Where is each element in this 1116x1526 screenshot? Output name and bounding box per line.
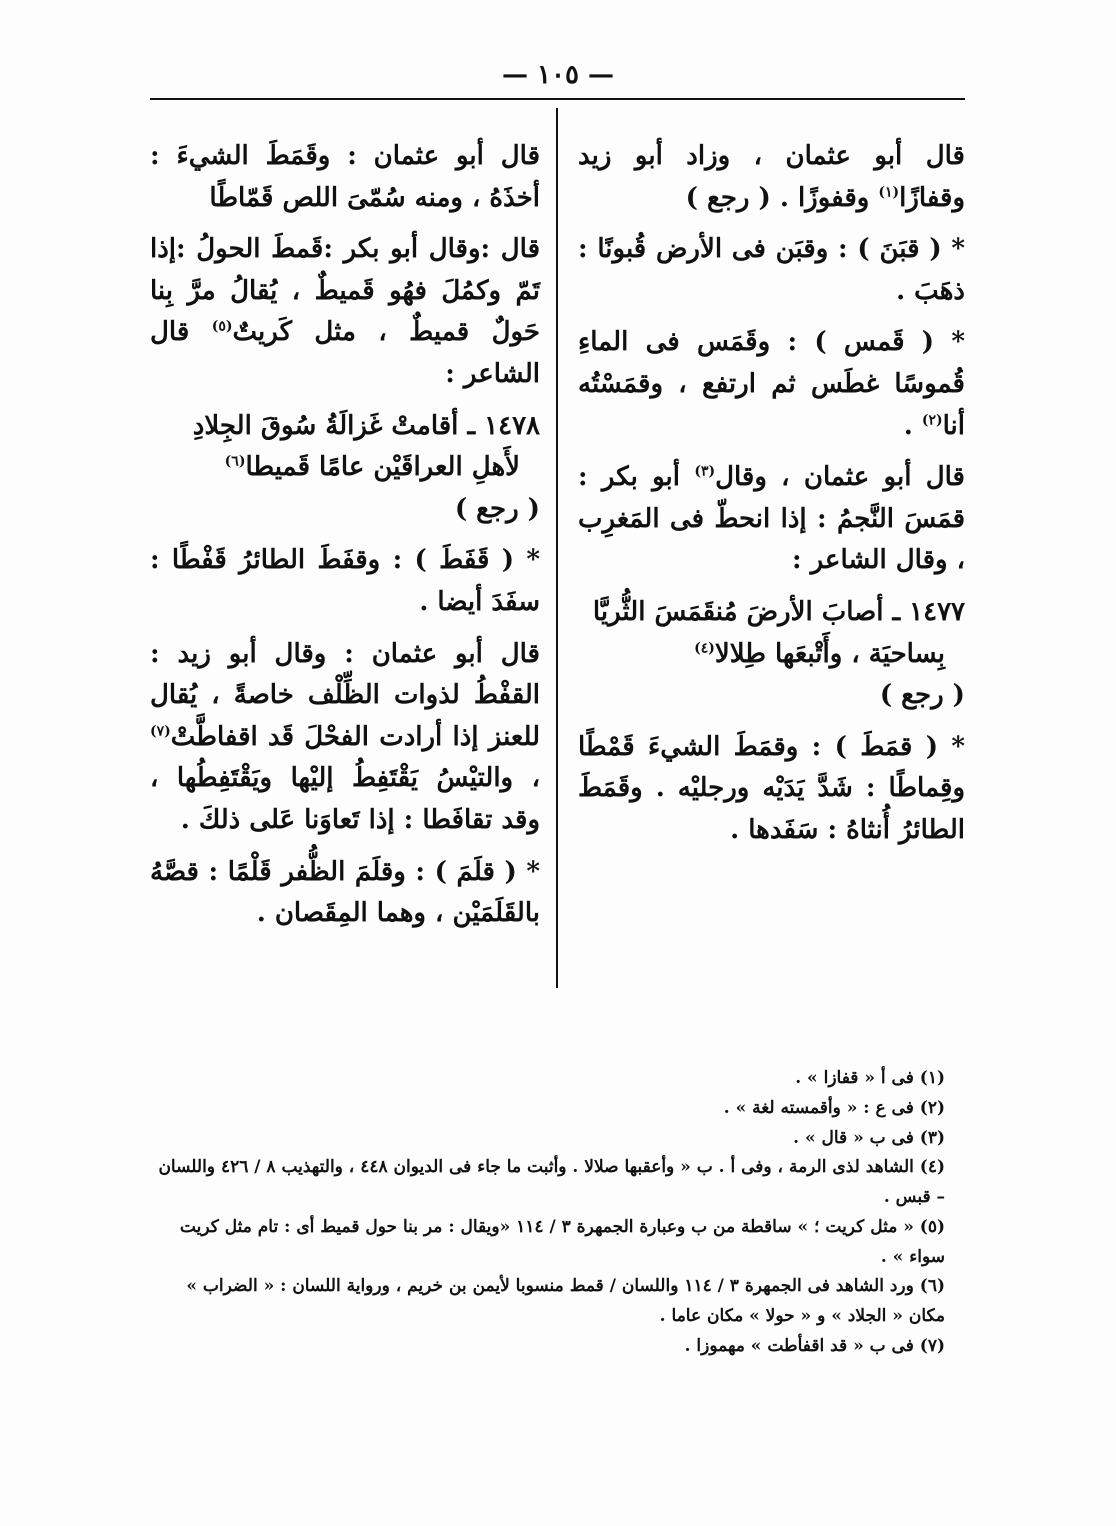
verse-text: بِساحيَة ، وأَتْبعَها طِلالا bbox=[714, 638, 945, 669]
paragraph bbox=[578, 457, 965, 582]
footnote: (٤) الشاهد لذى الرمة ، وفى أ . ب « وأعقبها صلالا . وأثبت ما جاء فى الديوان ٤٤٨ ، والتهذيب ٨ / ٤٢٦ واللسان – قبس . bbox=[158, 1157, 945, 1207]
footnote-marker: (٧) bbox=[150, 723, 171, 740]
paragraph bbox=[150, 229, 540, 395]
entry-qafata: * ( قَفَطَ ) : وقفَطَ الطائرُ قَفْطًا : سفَدَ أيضا . bbox=[150, 545, 540, 617]
page-number: — ١٠٥ — bbox=[501, 60, 615, 90]
paragraph bbox=[150, 634, 540, 842]
verse-1478 bbox=[150, 406, 540, 531]
verse-line: ١٤٧٧ ـ أصابَ الأرضَ مُنقَمَسَ الثُّريَّا bbox=[592, 596, 965, 627]
footnote-marker: (٤) bbox=[694, 639, 715, 656]
footnote-marker: (١) bbox=[878, 183, 900, 200]
footnote-marker: (٣) bbox=[694, 463, 716, 480]
paragraph-text: وقفوزًا . ( رجع ) bbox=[685, 182, 870, 213]
footnote-marker: (٢) bbox=[921, 411, 943, 428]
footnote: (١) فى أ « قفازا » . bbox=[795, 1068, 945, 1088]
footnotes bbox=[150, 1064, 965, 1362]
verse-line bbox=[578, 634, 965, 676]
paragraph-text: قال الشاعر : bbox=[150, 317, 540, 389]
paragraph-text: أبو بكر : قمَسَ النَّجمُ : إذا انحطّ فى المَغرِب ، وقال الشاعر : bbox=[578, 462, 965, 576]
verse-text: لأَهلِ العراقَيْن عامًا قَميطا bbox=[245, 452, 520, 483]
ruja-tag: ( رجع ) bbox=[879, 680, 965, 711]
entry-qamasa: * ( قَمس ) : وقَمَس فى الماءِ قُموسًا غطَس ثم ارتفع ، وقمَسْتُه أنا$^{(٢)}$ . bbox=[578, 327, 965, 441]
entry-qabana: * ( قبَنَ ) : وقبَن فى الأرض قُبونًا : ذهَبَ . bbox=[578, 234, 965, 306]
paragraph-text: قال أبو عثمان : وقال أبو زيد : القفْطُ لذوات الظِّلْف خاصةً ، يُقال للعنز إذا أرادت الفحْلَ قَد اقفاطَّتْ bbox=[150, 638, 540, 752]
footnote: (٢) فى ع : « وأقمسته لغة » . bbox=[723, 1097, 945, 1118]
footnote-marker: (٦) bbox=[224, 453, 246, 470]
paragraph: قال أبو عثمان : وقَمَطَ الشيءَ : أخذَهُ ، ومنه سُمّىَ اللص قَمّاطًا bbox=[150, 141, 540, 213]
paragraph-text: قال :وقال أبو بكر :قَمطَ الحولُ :إذا تَمّ وكمُلَ فهُو قَميطٌ ، يُقالُ مرَّ بِنا حَولٌ قميطٌ ، مثل كَريتٌ bbox=[150, 234, 540, 348]
footnote: (٥) « مثل كريت ؛ » ساقطة من ب وعبارة الجمهرة ٣ / ١١٤ «ويقال : مر بنا حول قميط أى : تام مثل كريت سواء » . bbox=[179, 1216, 945, 1267]
verse-1477 bbox=[578, 592, 965, 717]
verse-line: ١٤٧٨ ـ أقامتْ غَزالَةُ سُوقَ الجِلادِ bbox=[192, 410, 540, 441]
paragraph bbox=[578, 136, 965, 219]
verse-line bbox=[150, 447, 540, 489]
paragraph-text: * ( قَمس ) : وقَمَس فى الماءِ قُموسًا غطَس ثم ارتفع ، وقمَسْتُه أنا bbox=[578, 327, 965, 441]
paragraph-text: قال أبو عثمان ، وزاد أبو زيد وقفازًا bbox=[578, 141, 965, 213]
footnote: (٧) فى ب « قد اقفأطت » مهموزا . bbox=[684, 1335, 945, 1356]
entry-qamata: * ( قمَطَ ) : وقمَطَ الشيءَ قَمْطًا وقِماطًا : شَدَّ يَدَيْه ورجليْه . وقَمَطَ الطائرُ أُنثاهُ : سَفَدها . bbox=[578, 731, 965, 845]
right-column bbox=[578, 136, 965, 862]
column-divider bbox=[556, 108, 558, 988]
footnote: (٦) ورد الشاهد فى الجمهرة ٣ / ١١٤ واللسان / قمط منسوبا لأيمن بن خريم ، ورواية اللسان : « الضراب » مكان « الجلاد » و « حولا » مكان عاما . bbox=[186, 1276, 945, 1326]
top-rule bbox=[150, 98, 965, 100]
ruja-tag: ( رجع ) bbox=[454, 493, 540, 524]
left-column bbox=[150, 136, 540, 945]
footnote: (٣) فى ب « قال » . bbox=[793, 1127, 945, 1148]
paragraph-text: ، والتيْسُ يَقْتَفِطُ إليْها ويَقْتَفِطُها ، وقد تقافَطا : إذا تَعاوَنا عَلى ذلكَ . bbox=[150, 763, 540, 835]
footnote-marker: (٥) bbox=[211, 318, 233, 335]
paragraph-text: قال أبو عثمان ، وقال bbox=[715, 462, 965, 493]
entry-qalama: * ( قلَمَ ) : وقلَمَ الظُّفر قَلْمًا : قصَّهُ بالقَلَمَيْن ، وهما المِقَصان . bbox=[150, 856, 540, 929]
